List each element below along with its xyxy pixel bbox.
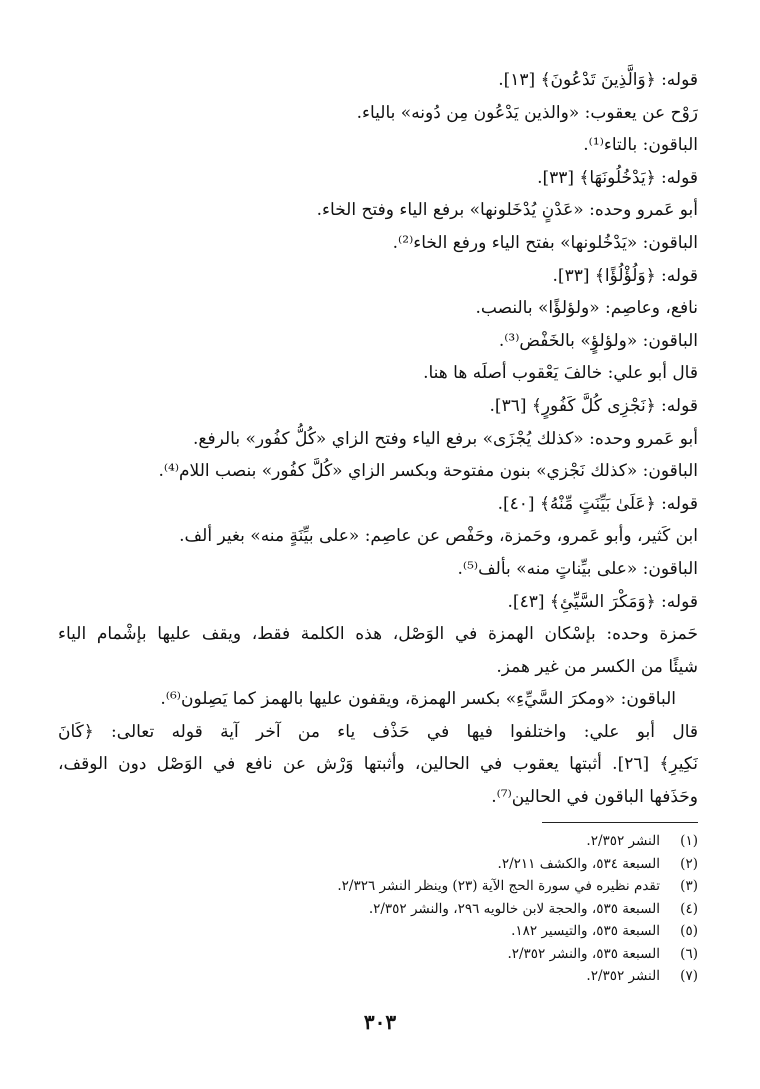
text-line: أبو عَمرو وحده: «كذلك يُجْزَى» برفع الياء وفتح الزاي «كُلُّ كفُور» بالرفع. [193,428,698,449]
text-line: قال أبو علي: خالفَ يَعْقوب أصلَه ها هنا. [423,363,698,384]
text-line: ابن كَثير، وأبو عَمرو، وحَمزة، وحَفْص عن عاصِم: «على بيِّنَةٍ منه» بغير ألف. [179,526,698,547]
footnote-number: (١) [680,833,698,849]
text-line: قوله: ﴿عَلَىٰ بَيِّنَتٍ مِّنْهُ﴾ [٤٠]. [497,493,698,514]
footnote [58,830,698,853]
main-text [58,64,698,814]
footnote-text: السبعة ٥٣٥، والنشر ٢/٣٥٢. [507,945,660,962]
text-line: قال أبو علي: واختلفوا فيها في حَذْف ياء من آخر آية قوله تعالى: ﴿كَانَ [58,721,698,742]
text-line: الباقون: «ولؤلؤٍ» بالخَفْض⁽³⁾. [498,330,698,351]
footnote-number: (٥) [680,923,698,939]
text-line: قوله: ﴿وَمَكْرَ السَّيِّئِ﴾ [٤٣]. [507,591,698,612]
text-line: قوله: ﴿وَلُؤْلُؤًا﴾ [٣٣]. [552,265,698,286]
footnote-text: تقدم نظيره في سورة الحج الآية (٢٣) وينظر النشر ٢/٣٢٦. [337,878,660,894]
text-line: شيئًا من الكسر من غير همز. [496,656,698,677]
footnote [58,920,698,943]
text-line: نَكِيرِ﴾ [٢٦]. أثبتها يعقوب في الحالين، وأثبتها وَرْش عن نافع في الوَصْل دون الوقف، [58,754,698,775]
footnote-text: السبعة ٥٣٥، والتيسير ١٨٢. [511,923,660,939]
text-line: الباقون: «ومكرَ السَّيِّءِ» بكسر الهمزة، ويقفون عليها بالهمز كما يَصِلون⁽⁶⁾. [160,689,676,710]
footnote-number: (٣) [680,878,698,894]
text-line: قوله: ﴿نَجْزِى كُلَّ كَفُورٍ﴾ [٣٦]. [489,395,698,416]
footnote-text: السبعة ٥٣٤، والكشف ٢/٢١١. [497,855,660,872]
footnote-text: النشر ٢/٣٥٢. [586,833,660,849]
text-line: وحَذَفها الباقون في الحالين⁽⁷⁾. [491,787,698,808]
footnote-number: (٢) [680,855,698,872]
footnote-number: (٤) [680,900,698,917]
footnote-number: (٦) [680,945,698,962]
page-number: ٣٠٣ [363,1010,397,1034]
text-line: قوله: ﴿وَالَّذِينَ تَدْعُونَ﴾ [١٣]. [498,70,698,90]
text-line: أبو عَمرو وحده: «عَدْنٍ يُدْخَلونها» برفع الياء وفتح الخاء. [316,200,698,221]
text-line: الباقون: «يَدْخُلونها» بفتح الياء ورفع الخاء⁽²⁾. [392,232,698,253]
footnote [58,898,698,921]
footnotes [58,830,698,988]
text-line: رَوْح عن يعقوب: «والذين يَدْعُون مِن دُونه» بالياء. [356,102,698,123]
footnote [58,943,698,966]
footnote-separator [542,822,698,823]
text-line: الباقون: «على بيِّناتٍ منه» بألف⁽⁵⁾. [457,558,698,579]
footnote-text: النشر ٢/٣٥٢. [586,968,660,984]
text-line: نافع، وعاصِم: «ولؤلؤًا» بالنصب. [475,298,698,319]
footnote-text: السبعة ٥٣٥، والحجة لابن خالويه ٢٩٦، والنشر ٢/٣٥٢. [368,900,660,917]
text-line: الباقون: «كذلك نَجْزي» بنون مفتوحة وبكسر الزاي «كُلَّ كفُور» بنصب اللام⁽⁴⁾. [158,461,698,482]
footnote [58,875,698,898]
footnote-number: (٧) [680,968,698,984]
footnote [58,853,698,876]
text-line: الباقون: بالتاء⁽¹⁾. [583,135,698,156]
text-line: حَمزة وحده: بإسْكان الهمزة في الوَصْل، هذه الكلمة فقط، ويقف عليها بإشْمام الياء [58,624,698,645]
footnote [58,965,698,988]
text-line: قوله: ﴿يَدْخُلُونَهَا﴾ [٣٣]. [537,167,698,188]
